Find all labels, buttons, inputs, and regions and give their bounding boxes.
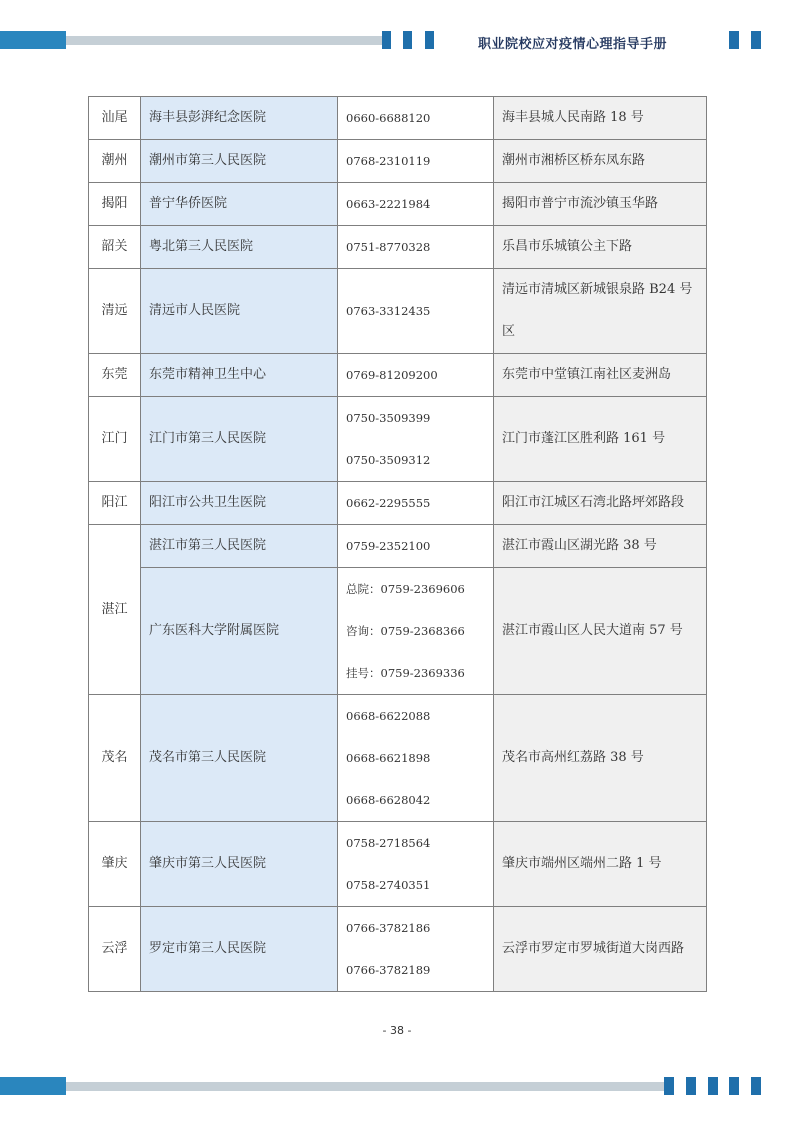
city-cell: 湛江 — [89, 525, 141, 695]
table-row — [89, 226, 707, 269]
header-rule — [66, 36, 382, 45]
phone-cell — [338, 354, 494, 397]
address-cell: 湛江市霞山区湖光路 38 号 — [494, 525, 707, 568]
phone-cell — [338, 269, 494, 354]
hospital-cell: 东莞市精神卫生中心 — [141, 354, 338, 397]
footer-rule — [66, 1082, 664, 1091]
header-square-decoration — [382, 31, 391, 49]
phone-line: 0758-2718564 — [346, 836, 431, 850]
table-row — [89, 695, 707, 822]
phone-cell — [338, 568, 494, 695]
phone-line: 0766-3782189 — [346, 963, 431, 977]
phone-cell — [338, 183, 494, 226]
header-square-decoration — [425, 31, 434, 49]
address-cell: 茂名市高州红荔路 38 号 — [494, 695, 707, 822]
city-cell: 肇庆 — [89, 822, 141, 907]
hospital-cell: 海丰县彭湃纪念医院 — [141, 97, 338, 140]
phone-line: 0763-3312435 — [346, 304, 431, 318]
phone-line: 挂号：0759-2369336 — [346, 666, 465, 680]
table-row — [89, 97, 707, 140]
phone-line: 0668-6621898 — [346, 751, 431, 765]
phone-line: 0759-2352100 — [346, 539, 431, 553]
phone-cell — [338, 140, 494, 183]
phone-line: 0662-2295555 — [346, 496, 431, 510]
city-cell: 阳江 — [89, 482, 141, 525]
address-cell: 潮州市湘桥区桥东凤东路 — [494, 140, 707, 183]
hospital-cell: 阳江市公共卫生医院 — [141, 482, 338, 525]
city-cell: 东莞 — [89, 354, 141, 397]
phone-cell — [338, 907, 494, 992]
address-cell: 东莞市中堂镇江南社区麦洲岛 — [494, 354, 707, 397]
footer-square-decoration — [729, 1077, 739, 1095]
hospital-table — [88, 96, 707, 992]
hospital-cell: 茂名市第三人民医院 — [141, 695, 338, 822]
table-row — [89, 482, 707, 525]
phone-cell — [338, 482, 494, 525]
city-cell: 韶关 — [89, 226, 141, 269]
hospital-cell: 肇庆市第三人民医院 — [141, 822, 338, 907]
table-row — [89, 397, 707, 482]
city-cell: 云浮 — [89, 907, 141, 992]
phone-cell — [338, 822, 494, 907]
table-row — [89, 907, 707, 992]
phone-line: 0668-6628042 — [346, 793, 431, 807]
phone-cell — [338, 397, 494, 482]
city-cell: 潮州 — [89, 140, 141, 183]
address-cell: 揭阳市普宁市流沙镇玉华路 — [494, 183, 707, 226]
hospital-cell: 广东医科大学附属医院 — [141, 568, 338, 695]
header-accent-bar — [0, 31, 66, 49]
page-number: - 38 - — [382, 1024, 412, 1037]
phone-line: 0769-81209200 — [346, 368, 438, 382]
address-cell: 江门市蓬江区胜利路 161 号 — [494, 397, 707, 482]
phone-line: 0750-3509312 — [346, 453, 431, 467]
table-row — [89, 822, 707, 907]
header-square-decoration — [729, 31, 739, 49]
phone-cell — [338, 97, 494, 140]
hospital-cell: 湛江市第三人民医院 — [141, 525, 338, 568]
phone-line: 0660-6688120 — [346, 111, 431, 125]
phone-cell — [338, 525, 494, 568]
phone-cell — [338, 226, 494, 269]
phone-line: 0766-3782186 — [346, 921, 431, 935]
phone-line: 总院：0759-2369606 — [346, 582, 465, 596]
city-cell: 清远 — [89, 269, 141, 354]
hospital-cell: 江门市第三人民医院 — [141, 397, 338, 482]
table-row — [89, 525, 707, 568]
city-cell: 揭阳 — [89, 183, 141, 226]
table-row — [89, 354, 707, 397]
phone-cell — [338, 695, 494, 822]
phone-line: 0751-8770328 — [346, 240, 431, 254]
footer-square-decoration — [686, 1077, 696, 1095]
address-cell: 乐昌市乐城镇公主下路 — [494, 226, 707, 269]
address-cell: 肇庆市端州区端州二路 1 号 — [494, 822, 707, 907]
hospital-cell: 普宁华侨医院 — [141, 183, 338, 226]
hospital-cell: 罗定市第三人民医院 — [141, 907, 338, 992]
phone-line: 0768-2310119 — [346, 154, 431, 168]
address-cell: 湛江市霞山区人民大道南 57 号 — [494, 568, 707, 695]
footer-square-decoration — [708, 1077, 718, 1095]
table-row — [89, 183, 707, 226]
hospital-cell: 粤北第三人民医院 — [141, 226, 338, 269]
phone-line: 咨询：0759-2368366 — [346, 624, 465, 638]
table-row — [89, 269, 707, 354]
city-cell: 茂名 — [89, 695, 141, 822]
address-cell: 云浮市罗定市罗城街道大岗西路 — [494, 907, 707, 992]
header-square-decoration — [751, 31, 761, 49]
city-cell: 汕尾 — [89, 97, 141, 140]
phone-line: 0663-2221984 — [346, 197, 431, 211]
header-title: 职业院校应对疫情心理指导手册 — [478, 37, 668, 52]
header-square-decoration — [403, 31, 412, 49]
hospital-cell: 潮州市第三人民医院 — [141, 140, 338, 183]
table-row — [89, 568, 707, 695]
address-cell: 阳江市江城区石湾北路坪郊路段 — [494, 482, 707, 525]
footer-accent-bar — [0, 1077, 66, 1095]
hospital-cell: 清远市人民医院 — [141, 269, 338, 354]
phone-line: 0750-3509399 — [346, 411, 431, 425]
footer-square-decoration — [664, 1077, 674, 1095]
phone-line: 0668-6622088 — [346, 709, 431, 723]
footer-square-decoration — [751, 1077, 761, 1095]
table-row — [89, 140, 707, 183]
city-cell: 江门 — [89, 397, 141, 482]
address-cell: 海丰县城人民南路 18 号 — [494, 97, 707, 140]
phone-line: 0758-2740351 — [346, 878, 431, 892]
address-cell: 清远市清城区新城银泉路 B24 号区 — [494, 269, 707, 354]
